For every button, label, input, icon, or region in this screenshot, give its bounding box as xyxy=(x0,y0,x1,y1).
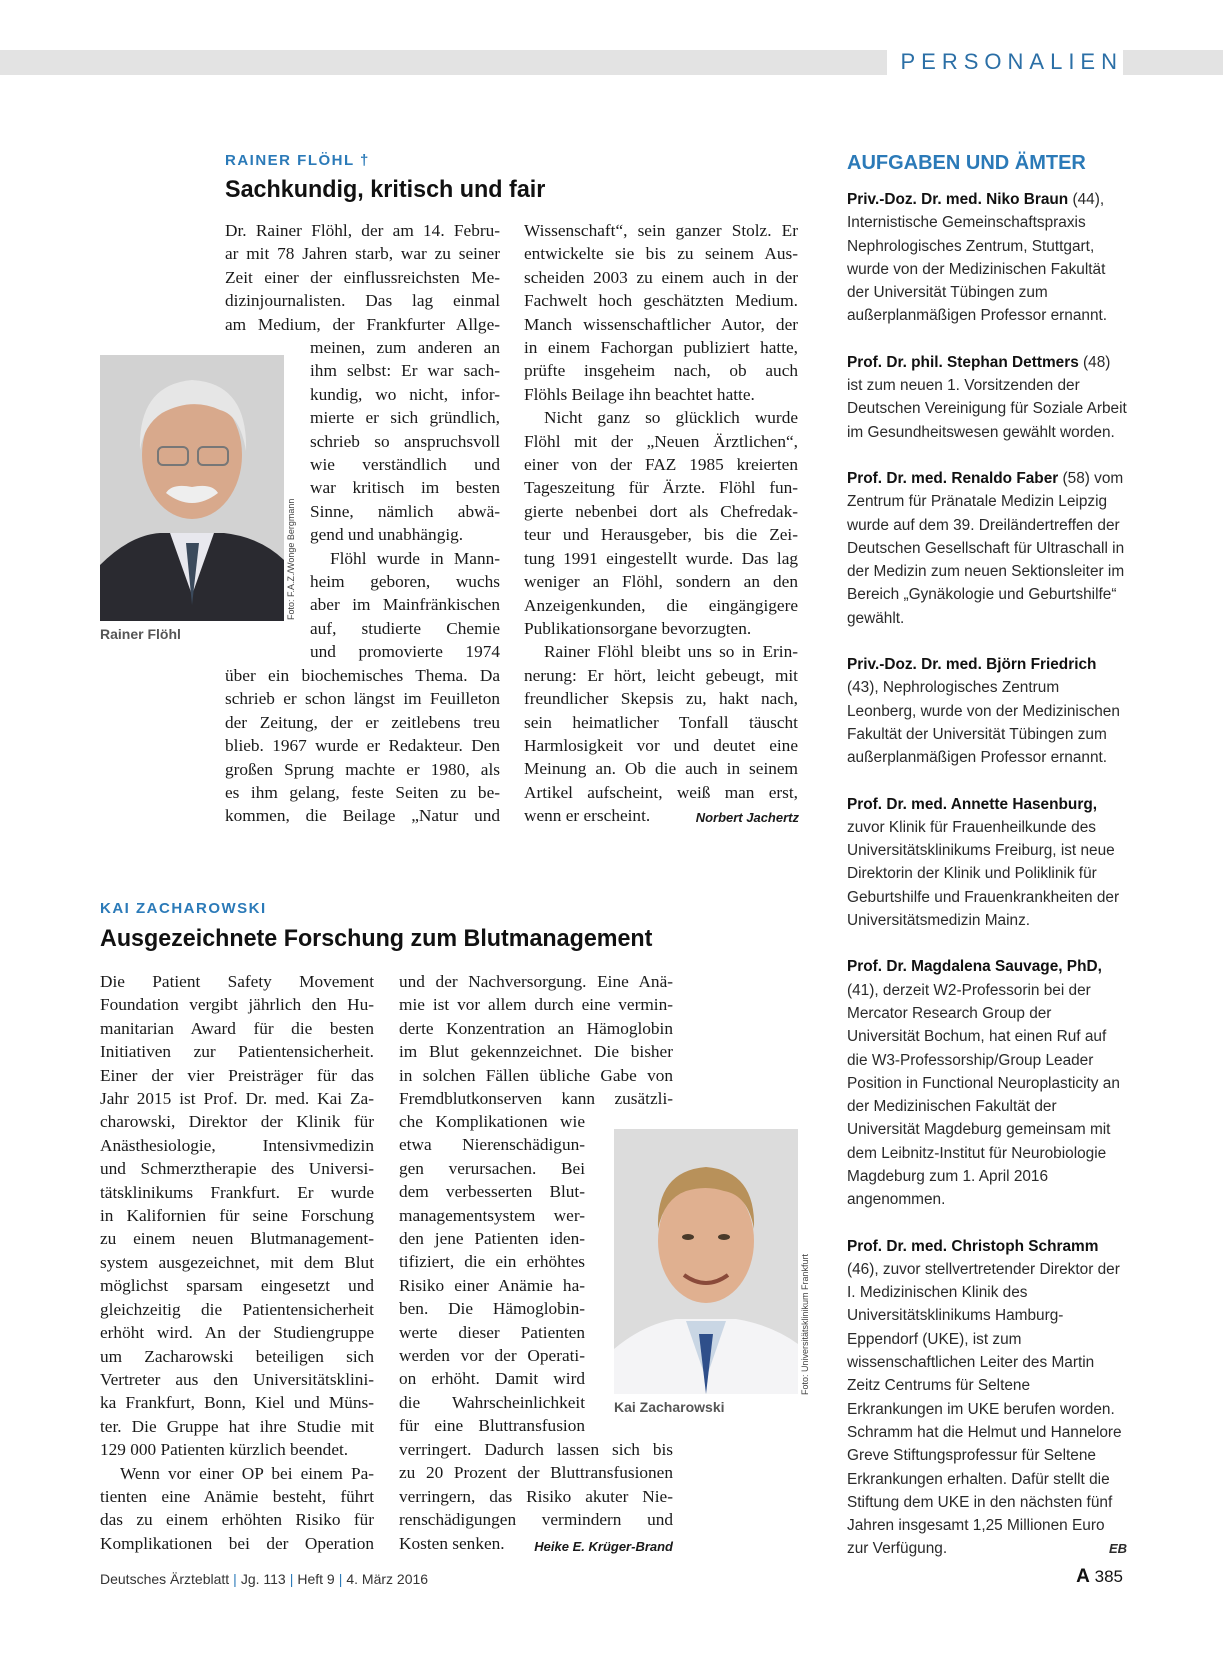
text-line: das zu einem erhöhten Risiko für xyxy=(100,1510,374,1530)
text-line: Fremdblutkonserven kann zusätzli- xyxy=(399,1089,673,1109)
text-line: die Wahrscheinlichkeit xyxy=(399,1392,585,1412)
text-line: Nicht ganz so glücklich wurde xyxy=(544,408,798,428)
text-line: einer von der FAZ 1985 kreierten xyxy=(524,455,798,475)
text-line: werte dieser Patienten xyxy=(399,1322,585,1342)
text-line: Einer der vier Preisträger für das xyxy=(100,1065,374,1085)
appointment-entry xyxy=(847,1235,1127,1561)
text-line: in solchen Fällen übliche Gabe von xyxy=(399,1065,673,1085)
text-line: und der Nachversorgung. Eine Anä- xyxy=(399,972,673,991)
page-number xyxy=(1076,1566,1123,1588)
article2-column2-top-text xyxy=(399,970,673,1110)
text-line: Meinung an. Ob die auch in seinem xyxy=(524,759,798,779)
text-line: gleichzeitig die Patientensicherheit xyxy=(100,1299,374,1319)
footer-issue: Heft 9 xyxy=(297,1571,335,1587)
text-line: renschädigungen vermindern und xyxy=(399,1510,673,1530)
article2-kicker: KAI ZACHAROWSKI xyxy=(100,900,267,917)
appointment-text: (41), derzeit W2-Professorin bei der Mercator Research Group der Universität Bochum, hat einen Ruf auf die W3-Professorship/Group Leader Position in Functional Neuroplasticity an der Medizinischen Fakultät der Universität Magdeburg gemeinsam mit dem Leibnitz-Institut für Neurobiologie Magdeburg zum 1. April 2016 angenommen. xyxy=(847,981,1120,1209)
appointee-name: Priv.-Doz. Dr. med. Niko Braun xyxy=(847,191,1069,208)
article1-wrap-text xyxy=(310,336,500,664)
text-line: gen verursachen. Bei xyxy=(399,1158,585,1178)
footer-journal: Deutsches Ärzteblatt xyxy=(100,1571,230,1587)
appointment-entry xyxy=(847,188,1127,328)
appointment-text: (44), Internistische Gemeinschaftspraxis Nephrologisches Zentrum, Stuttgart, wurde von der Medizinischen Fakultät der Universität Tübingen zum außerplanmäßigen Professor ernannt. xyxy=(847,191,1108,325)
text-line: ihm selbst: Er war sach- xyxy=(310,361,500,381)
appointment-entry xyxy=(847,955,1127,1211)
text-line: nerung: Er hört, leicht gebeugt, mit xyxy=(524,665,798,685)
text-line: der Zeitung, der er zeitlebens treu xyxy=(225,712,500,732)
text-line: Publikationsorgane bevorzugten. xyxy=(524,618,752,638)
text-line: mie ist vor allem durch eine vermin- xyxy=(399,995,673,1015)
article1-author: Norbert Jachertz xyxy=(695,810,799,825)
text-line: tifiziert, die ein erhöhtes xyxy=(399,1252,585,1272)
text-line: managementsystem wer- xyxy=(399,1205,585,1225)
appointee-name: Prof. Dr. phil. Stephan Dettmers xyxy=(847,353,1079,371)
text-line: Sinne, nämlich abwä- xyxy=(310,501,500,521)
text-line: zu 20 Prozent der Bluttransfusionen xyxy=(399,1463,673,1483)
appointment-text: (43), Nephrologisches Zentrum Leonberg, wurde von der Medizinischen Fakultät der Universität Tübingen zum außerplanmäßigen Professor ernannt. xyxy=(847,679,1120,767)
text-line: Anästhesiologie, Intensivmedizin xyxy=(100,1135,374,1155)
text-line: Fachwelt hoch geschätzten Medium. xyxy=(524,291,798,311)
text-line: freundlicher Skepsis zu, hakt nach, xyxy=(524,689,798,709)
text-line: teur und Herausgeber, bis die Zei- xyxy=(524,525,798,545)
page-number-value: 385 xyxy=(1094,1567,1123,1586)
text-line: gend und unabhängig. xyxy=(310,525,464,545)
text-line: dizinjournalisten. Das lag einmal xyxy=(225,291,500,311)
text-line: kundig, wo nicht, infor- xyxy=(310,384,500,404)
article1-column2-text xyxy=(524,219,798,828)
text-line: charowski, Direktor der Klinik für xyxy=(100,1112,374,1132)
text-line: che Komplikationen wie xyxy=(399,1112,585,1131)
text-line: in einem Fachorgan publiziert hatte, xyxy=(524,338,798,358)
appointment-text: (46), zuvor stellvertretender Direktor der I. Medizinischen Klinik des Universitätsklinikums Hamburg-Eppendorf (UKE), ist zum wissenschaftlichen Leiter des Martin Zeitz Centrums für Seltene Erkrankungen im UKE berufen worden. Schramm hat die Helmut und Hannelore Greve Stiftungsprofessur für Seltene Erkrankungen erhalten. Dafür stellt die Stiftung dem UKE in den nächsten fünf Jahren insgesamt 1,25 Millionen Euro zur Verfügung. xyxy=(847,1260,1122,1558)
text-line: kommen, die Beilage „Natur und xyxy=(225,806,500,826)
text-line: Zeit einer der einflussreichsten Me- xyxy=(225,267,500,287)
text-line: derte Konzentration an Hämoglobin xyxy=(399,1018,673,1038)
text-line: Manch wissenschaftlicher Autor, der xyxy=(524,314,798,334)
text-line: Jahr 2015 ist Prof. Dr. med. Kai Za- xyxy=(100,1089,374,1109)
text-line: am Medium, der Frankfurter Allge- xyxy=(225,314,500,334)
sidebar-appointments xyxy=(847,148,1127,1584)
text-line: weniger an Flöhl, sondern an den xyxy=(524,572,798,592)
caption-kai-zacharowski: Kai Zacharowski xyxy=(614,1399,725,1415)
text-line: ter. Die Gruppe hat ihre Studie mit xyxy=(100,1416,374,1436)
footer-volume: Jg. 113 xyxy=(240,1571,286,1587)
footer-citation: Deutsches Ärzteblatt | Jg. 113 | Heft 9 | 4. März 2016 xyxy=(100,1571,429,1587)
text-line: Initiativen zur Patientensicherheit. xyxy=(100,1042,374,1062)
article2-headline: Ausgezeichnete Forschung zum Blutmanagement xyxy=(100,925,653,952)
text-line: heim geboren, wuchs xyxy=(310,572,500,592)
text-line: Flöhl mit der „Neuen Ärztlichen“, xyxy=(524,431,798,451)
text-line: möglichst sparsam eingesetzt und xyxy=(100,1276,374,1296)
text-line: um Zacharowski beteiligen sich xyxy=(100,1346,374,1366)
text-line: werden vor der Operati- xyxy=(399,1346,585,1366)
photo-credit-2: Foto: Universitätsklinikum Frankfurt xyxy=(800,1253,810,1395)
sidebar-signature: EB xyxy=(1108,1541,1127,1557)
text-line: für eine Bluttransfusion xyxy=(399,1416,585,1436)
portrait-kai-zacharowski xyxy=(614,1129,798,1394)
appointee-name: Prof. Dr. med. Annette Hasenburg, xyxy=(847,795,1097,813)
article2-author: Heike E. Krüger-Brand xyxy=(534,1539,673,1554)
text-line: prüfte insgeheim nach, ob auch xyxy=(524,361,798,381)
appointment-entry xyxy=(847,467,1127,630)
text-line: Flöhls Beilage ihn beachtet hatte. xyxy=(524,384,755,404)
section-label: PERSONALIEN xyxy=(887,48,1124,76)
text-line: Anzeigenkunden, die eingängigere xyxy=(524,595,798,615)
photo-credit-1: Foto: F.A.Z./Wonge Bergmann xyxy=(286,498,296,620)
text-line: verringert. Dadurch lassen sich bis xyxy=(399,1440,673,1459)
article2-column1-text xyxy=(100,970,374,1555)
text-line: system ausgezeichnet, mit dem Blut xyxy=(100,1252,374,1272)
text-line: Flöhl wurde in Mann- xyxy=(330,548,500,568)
portrait-rainer-floehl xyxy=(100,355,284,621)
text-line: und Schmerztherapie des Universi- xyxy=(100,1159,374,1179)
text-line: Kosten senken. xyxy=(399,1533,505,1553)
text-line: über ein biochemisches Thema. Da xyxy=(225,666,500,685)
article2-wrap-text xyxy=(399,1110,585,1438)
text-line: Foundation vergibt jährlich den Hu- xyxy=(100,995,374,1015)
page-prefix: A xyxy=(1076,1566,1090,1587)
text-line: 129 000 Patienten kürzlich beendet. xyxy=(100,1440,349,1460)
appointment-entry xyxy=(847,351,1127,444)
text-line: verringern, das Risiko akuter Nie- xyxy=(399,1486,673,1506)
text-line: meinen, zum anderen an xyxy=(310,338,500,357)
text-line: tung 1991 eingestellt wurde. Das lag xyxy=(524,548,798,568)
article1-lead-text xyxy=(225,219,500,336)
text-line: Dr. Rainer Flöhl, der am 14. Febru- xyxy=(225,221,500,240)
text-line: auf, studierte Chemie xyxy=(310,618,500,638)
appointment-text: (58) vom Zentrum für Pränatale Medizin Leipzig wurde auf dem 39. Dreiländertreffen der Deutschen Gesellschaft für Ultraschall in der Medizin zum neuen Sektionsleiter im Bereich „Gynäkologie und Geburtshilfe“ gewählt. xyxy=(847,469,1125,627)
text-line: wenn er erscheint. xyxy=(524,806,651,826)
text-line: entwickelte sie bis zu seinem Aus- xyxy=(524,244,798,264)
text-line: sein heimatlicher Tonfall täuscht xyxy=(524,712,798,732)
text-line: im Blut gekennzeichnet. Die bisher xyxy=(399,1042,673,1062)
text-line: scheiden 2003 zu einem auch in der xyxy=(524,267,798,287)
text-line: on erhöht. Damit wird xyxy=(399,1369,585,1389)
article2-column2-tail-text xyxy=(399,1438,673,1555)
text-line: erhöht wird. An der Studiengruppe xyxy=(100,1323,374,1343)
text-line: schrieb er schon längst im Feuilleton xyxy=(225,689,500,709)
text-line: manitarian Award für die besten xyxy=(100,1018,374,1038)
text-line: zu einem neuen Blutmanagement- xyxy=(100,1229,374,1249)
text-line: Risiko einer Anämie ha- xyxy=(399,1275,585,1295)
appointee-name: Prof. Dr. med. Christoph Schramm xyxy=(847,1237,1099,1255)
text-line: Rainer Flöhl bleibt uns so in Erin- xyxy=(544,642,798,662)
caption-rainer-floehl: Rainer Flöhl xyxy=(100,626,181,642)
text-line: ben. Die Hämoglobin- xyxy=(399,1299,585,1319)
footer-date: 4. März 2016 xyxy=(346,1571,429,1587)
article1-kicker: RAINER FLÖHL † xyxy=(225,152,370,169)
text-line: blieb. 1967 wurde er Redakteur. Den xyxy=(225,736,500,756)
text-line: schrieb so anspruchsvoll xyxy=(310,431,500,451)
text-line: in Kalifornien für seine Forschung xyxy=(100,1206,374,1226)
text-line: Die Patient Safety Movement xyxy=(100,972,374,991)
sidebar-heading: AUFGABEN UND ÄMTER xyxy=(847,152,1086,174)
text-line: den jene Patienten iden- xyxy=(399,1229,585,1249)
text-line: tätsklinikums Frankfurt. Er wurde xyxy=(100,1182,374,1202)
text-line: aber im Mainfränkischen xyxy=(310,595,500,615)
text-line: Artikel aufscheint, weiß man erst, xyxy=(524,782,798,802)
text-line: Tageszeitung für Ärzte. Flöhl fun- xyxy=(524,478,798,498)
text-line: großen Sprung machte er 1980, als xyxy=(225,759,500,779)
text-line: Wenn vor einer OP bei einem Pa- xyxy=(120,1463,374,1483)
text-line: war kritisch im besten xyxy=(310,478,500,498)
appointee-name: Prof. Dr. Magdalena Sauvage, PhD, xyxy=(847,958,1102,976)
text-line: ka Frankfurt, Bonn, Kiel und Müns- xyxy=(100,1393,374,1413)
article1-tail-text xyxy=(225,664,500,828)
text-line: wie verständlich und xyxy=(310,455,500,475)
text-line: tienten eine Anämie besteht, führt xyxy=(100,1486,374,1506)
text-line: dem verbesserten Blut- xyxy=(399,1182,585,1202)
appointee-name: Priv.-Doz. Dr. med. Björn Friedrich xyxy=(847,656,1097,674)
appointment-text: (48) ist zum neuen 1. Vorsitzenden der Deutschen Vereinigung für Soziale Arbeit im Gesundheitswesen gewählt worden. xyxy=(847,353,1127,441)
text-line: es ihm gelang, feste Seiten zu be- xyxy=(225,783,500,803)
text-line: Komplikationen bei der Operation xyxy=(100,1533,374,1553)
appointment-entry xyxy=(847,653,1127,769)
appointment-text: zuvor Klinik für Frauenheilkunde des Universitätsklinikums Freiburg, ist neue Direktorin der Klinik und Poliklinik für Geburtshilfe und Frauenkrankheiten der Universitätsmedizin Mainz. xyxy=(847,818,1120,930)
sidebar-entries xyxy=(847,188,1127,1561)
article1-headline: Sachkundig, kritisch und fair xyxy=(225,176,546,203)
text-line: etwa Nierenschädigun- xyxy=(399,1135,585,1155)
appointment-entry xyxy=(847,793,1127,933)
text-line: gierte nebenbei dort als Chefredak- xyxy=(524,501,798,521)
text-line: Wissenschaft“, sein ganzer Stolz. Er xyxy=(524,221,798,240)
text-line: ar mit 78 Jahren starb, war zu seiner xyxy=(225,244,500,264)
text-line: Vertreter aus den Universitätsklini- xyxy=(100,1369,374,1389)
text-line: Harmlosigkeit vor und deutet eine xyxy=(524,735,798,755)
text-line: mierte er sich gründlich, xyxy=(310,408,500,428)
appointee-name: Prof. Dr. med. Renaldo Faber xyxy=(847,469,1059,487)
text-line: und promovierte 1974 xyxy=(310,642,500,662)
